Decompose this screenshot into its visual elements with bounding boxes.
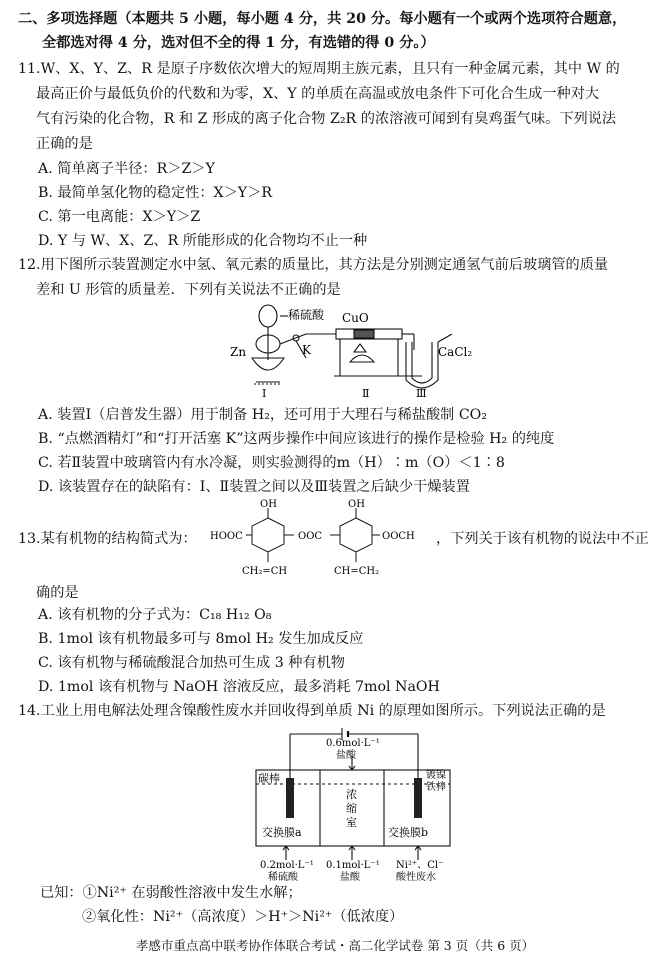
q12-fig-cacl2-label: CaCl₂ bbox=[438, 345, 473, 359]
q12-fig-acid-label: 稀硫酸 bbox=[288, 308, 325, 322]
q11-number: 11. bbox=[18, 61, 41, 77]
q13-structure-figure bbox=[208, 498, 436, 578]
q14-right-electrode-label1: 镀镍 bbox=[426, 770, 446, 781]
q14-known-item1: ①Ni²⁺ 在弱酸性溶液中发生水解； bbox=[82, 885, 302, 901]
q13-hooc: HOOC bbox=[210, 531, 243, 542]
q12-fig-label-1: Ⅰ bbox=[262, 387, 267, 400]
q14-stem-line bbox=[18, 700, 606, 722]
q11-option-d: D. Y 与 W、X、Z、R 所能形成的化合物均不止一种 bbox=[38, 233, 368, 249]
q12-option-a: A. 装置Ⅰ（启普发生器）用于制备 H₂，还可用于大理石与稀盐酸制 CO₂ bbox=[38, 407, 488, 423]
q14-nickel-plated-iron-rod bbox=[414, 778, 422, 818]
q13-option-b: B. 1mol 该有机物最多可与 8mol H₂ 发生加成反应 bbox=[38, 631, 364, 647]
q14-membrane-a-label: 交换膜a bbox=[262, 826, 302, 839]
q14-number: 14. bbox=[18, 703, 41, 719]
q12-option-c: C. 若Ⅱ装置中玻璃管内有水冷凝，则实验测得的m（H）∶m（O）＜1∶8 bbox=[38, 455, 505, 471]
q14-bottom-mid-conc: 0.1mol·L⁻¹ bbox=[326, 860, 380, 871]
q14-middle-char2: 缩 bbox=[346, 802, 357, 815]
q14-bottom-left-conc: 0.2mol·L⁻¹ bbox=[260, 860, 314, 871]
q12-fig-cuo-label: CuO bbox=[342, 311, 369, 325]
q14-bottom-right-name: 酸性废水 bbox=[396, 872, 436, 883]
q13-oh-right: OH bbox=[348, 499, 365, 510]
page-footer: 孝感市重点高中联考协作体联合考试・高二化学试卷 第 3 页（共 6 页） bbox=[135, 938, 535, 953]
q14-bottom-mid-name: 盐酸 bbox=[340, 872, 360, 883]
q13-option-c: C. 该有机物与稀硫酸混合加热可生成 3 种有机物 bbox=[38, 655, 345, 671]
q11-stem-line4: 正确的是 bbox=[36, 136, 93, 152]
q12-option-b: B. “点燃酒精灯”和“打开活塞 K”这两步操作中间应该进行的操作是检验 H₂ 的纯度 bbox=[38, 431, 555, 447]
q14-top-conc: 0.6mol·L⁻¹ bbox=[326, 738, 380, 749]
q14-carbon-rod bbox=[286, 778, 294, 818]
q13-oh-left: OH bbox=[260, 499, 277, 510]
q12-option-d: D. 该装置存在的缺陷有：Ⅰ、Ⅱ装置之间以及Ⅲ装置之后缺少干燥装置 bbox=[38, 479, 470, 495]
q14-left-electrode-label: 碳棒 bbox=[258, 772, 280, 785]
q12-fig-k-label: K bbox=[302, 343, 311, 357]
section-heading-line2: 全都选对得 4 分，选对但不全的得 1 分，有选错的得 0 分。） bbox=[42, 35, 435, 51]
q13-option-d: D. 1mol 该有机物与 NaOH 溶液反应，最多消耗 7mol NaOH bbox=[38, 679, 440, 695]
q13-number: 13. bbox=[18, 531, 41, 547]
q12-stem-line2: 差和 U 形管的质量差．下列有关说法不正确的是 bbox=[36, 282, 341, 298]
q13-vinyl-right: CH=CH₂ bbox=[334, 566, 380, 577]
q12-apparatus-figure bbox=[226, 300, 478, 400]
q12-fig-label-3: Ⅲ bbox=[416, 387, 427, 400]
q12-stem-line1 bbox=[18, 254, 608, 276]
q14-known-line2: ②氧化性：Ni²⁺（高浓度）＞H⁺＞Ni²⁺（低浓度） bbox=[82, 909, 404, 925]
q13-stem-before bbox=[18, 528, 197, 550]
q11-stem-line2: 最高正价与最低负价的代数和为零，X、Y 的单质在高温或放电条件下可化合生成一种对大 bbox=[36, 86, 600, 102]
q14-membrane-b-label: 交换膜b bbox=[388, 826, 429, 839]
q14-top-acid: 盐酸 bbox=[336, 750, 356, 761]
q12-fig-label-2: Ⅱ bbox=[362, 387, 370, 400]
q13-vinyl-left: CH₂=CH bbox=[242, 566, 288, 577]
q14-bottom-left-name: 稀硫酸 bbox=[268, 872, 298, 883]
q13-stem-after: ，下列关于该有机物的说法中不正 bbox=[436, 531, 649, 547]
q11-option-a: A. 简单离子半径：R＞Z＞Y bbox=[38, 161, 215, 177]
q14-known-label: 已知： bbox=[40, 885, 83, 901]
q13-stem-before-text: 某有机物的结构简式为： bbox=[40, 531, 197, 547]
q14-bottom-right-ions: Ni²⁺、Cl⁻ bbox=[396, 860, 444, 871]
q14-stem-text: 工业上用电解法处理含镍酸性废水并回收得到单质 Ni 的原理如图所示。下列说法正确的是 bbox=[40, 703, 606, 719]
q13-ooch: OOCH bbox=[382, 531, 415, 542]
q11-stem-text1: W、X、Y、Z、R 是原子序数依次增大的短周期主族元素，且只有一种金属元素，其中 W 的 bbox=[40, 61, 620, 77]
q14-right-electrode-label2: 铁棒 bbox=[426, 782, 446, 793]
q13-option-a: A. 该有机物的分子式为：C₁₈ H₁₂ O₈ bbox=[38, 607, 272, 623]
q12-stem-text1: 用下图所示装置测定水中氢、氧元素的质量比，其方法是分别测定通氢气前后玻璃管的质量 bbox=[40, 257, 609, 273]
q11-stem-line3: 气有污染的化合物，R 和 Z 形成的离子化合物 Z₂R 的浓溶液可闻到有臭鸡蛋气味。下列说法 bbox=[36, 111, 617, 127]
section-heading-line1: 二、多项选择题（本题共 5 小题，每小题 4 分，共 20 分。每小题有一个或两个选项符合题意， bbox=[18, 11, 627, 27]
q14-middle-char3: 室 bbox=[346, 816, 357, 829]
q11-stem-line1 bbox=[18, 58, 620, 80]
q12-fig-zn-label: Zn bbox=[230, 345, 247, 359]
q14-known-line1 bbox=[40, 882, 302, 904]
q12-number: 12. bbox=[18, 257, 41, 273]
q11-option-c: C. 第一电离能：X＞Y＞Z bbox=[38, 209, 201, 225]
q14-middle-char1: 浓 bbox=[346, 788, 357, 801]
q14-electrolysis-figure bbox=[250, 726, 456, 883]
q11-option-b: B. 最简单氢化物的稳定性：X＞Y＞R bbox=[38, 185, 273, 201]
q13-ooc: OOC bbox=[298, 531, 323, 542]
q13-stem-line2: 确的是 bbox=[36, 585, 79, 601]
